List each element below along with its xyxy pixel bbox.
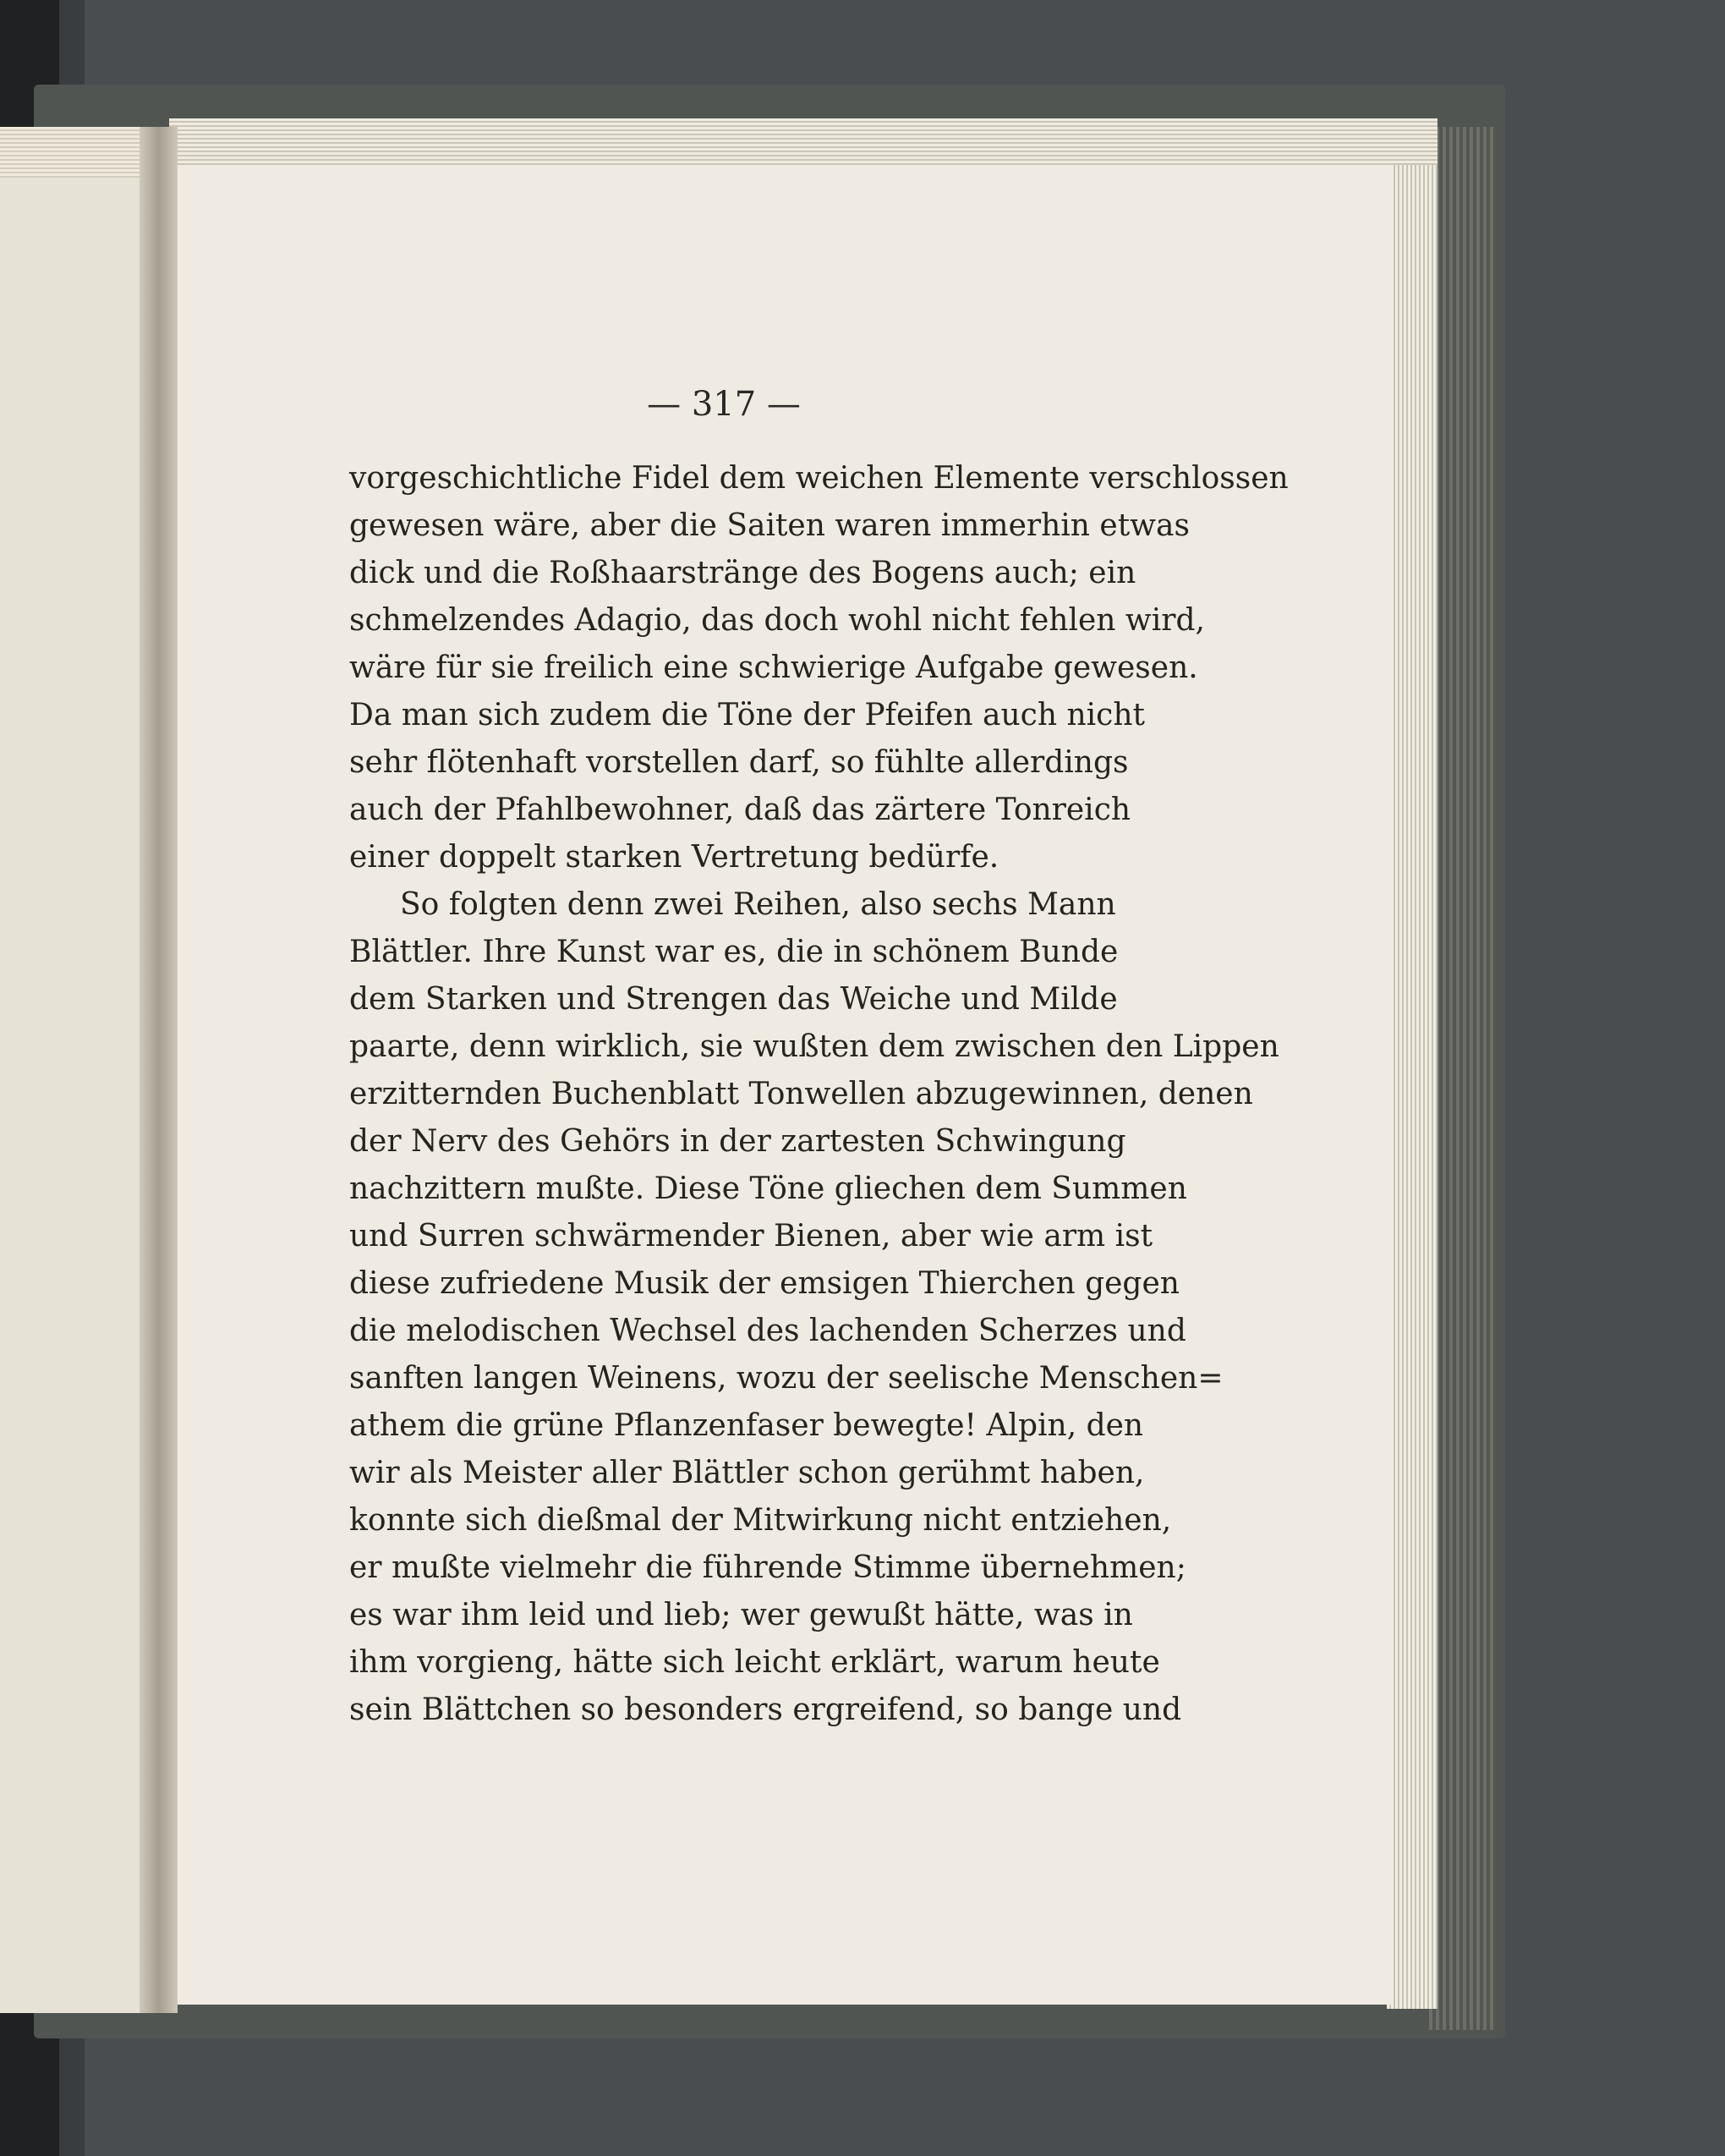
text-line: dem Starken und Strengen das Weiche und Milde (349, 982, 1118, 1017)
text-line: Blättler. Ihre Kunst war es, die in schönem Bunde (349, 935, 1119, 969)
text-line: konnte sich dießmal der Mitwirkung nicht entziehen, (349, 1503, 1172, 1538)
text-line: es war ihm leid und lieb; wer gewußt hätte, was in (349, 1598, 1133, 1632)
left-page (0, 127, 156, 2013)
text-line: athem die grüne Pflanzenfaser bewegte! Alpin, den (349, 1408, 1144, 1443)
text-line: diese zufriedene Musik der emsigen Thierchen gegen (349, 1266, 1180, 1301)
text-line: und Surren schwärmender Bienen, aber wie arm ist (349, 1219, 1153, 1254)
text-line: sanften langen Weinens, wozu der seelische Menschen= (349, 1361, 1224, 1396)
text-line: vorgeschichtliche Fidel dem weichen Elemente verschlossen (349, 461, 1289, 496)
text-line: einer doppelt starken Vertretung bedürfe. (349, 840, 999, 875)
page-number: — 317 — (647, 385, 801, 424)
text-line: auch der Pfahlbewohner, daß das zärtere Tonreich (349, 793, 1131, 827)
text-line: wir als Meister aller Blättler schon gerühmt haben, (349, 1456, 1145, 1490)
text-line: paarte, denn wirklich, sie wußten dem zwischen den Lippen (349, 1029, 1279, 1064)
text-line: gewesen wäre, aber die Saiten waren immerhin etwas (349, 508, 1190, 543)
text-line: sein Blättchen so besonders ergreifend, so bange und (349, 1692, 1182, 1727)
text-line: schmelzendes Adagio, das doch wohl nicht fehlen wird, (349, 603, 1205, 638)
text-line: die melodischen Wechsel des lachenden Scherzes und (349, 1314, 1186, 1348)
text-line: ihm vorgieng, hätte sich leicht erklärt, warum heute (349, 1645, 1160, 1680)
cover-edge (1429, 127, 1497, 2030)
text-line: erzitternden Buchenblatt Tonwellen abzugewinnen, denen (349, 1077, 1253, 1111)
text-line: nachzittern mußte. Diese Töne gliechen dem Summen (349, 1171, 1187, 1206)
text-line: So folgten denn zwei Reihen, also sechs Mann (400, 887, 1116, 922)
text-line: sehr flötenhaft vorstellen darf, so fühlte allerdings (349, 745, 1129, 780)
page-stack-right (1387, 165, 1438, 2009)
text-line: der Nerv des Gehörs in der zartesten Schwingung (349, 1124, 1126, 1159)
spine-gutter (140, 127, 178, 2013)
text-line: er mußte vielmehr die führende Stimme übernehmen; (349, 1550, 1186, 1585)
page-stack-top (169, 118, 1438, 167)
left-page-stack (0, 127, 156, 178)
text-line: wäre für sie freilich eine schwierige Aufgabe gewesen. (349, 650, 1198, 685)
text-line: Da man sich zudem die Töne der Pfeifen auch nicht (349, 698, 1145, 732)
text-line: dick und die Roßhaarstränge des Bogens auch; ein (349, 556, 1136, 590)
